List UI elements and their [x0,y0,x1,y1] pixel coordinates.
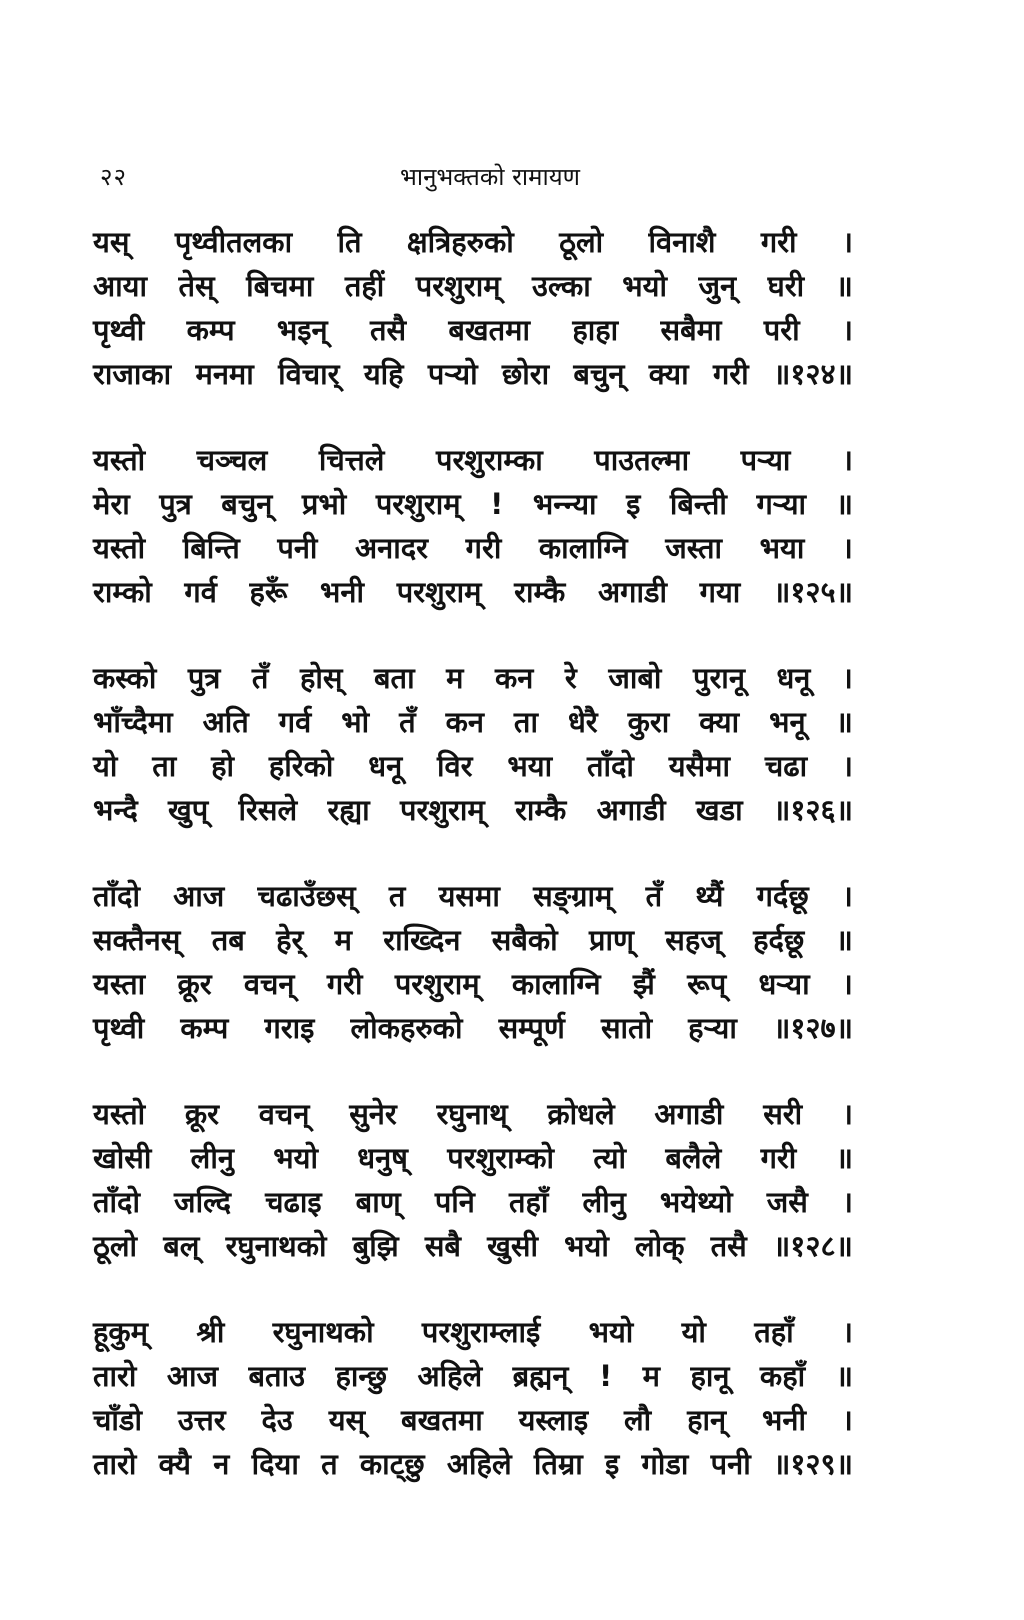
verse-line: ताँदो आज चढाउँछस् त यसमा सङ्ग्राम् तँ थ्यैं गर्दछू । [93,879,853,913]
verse-line: ताँदो जल्दि चढाइ बाण् पनि तहाँ लीनु भयेथ्यो जसै । [93,1185,853,1219]
running-title: भानुभक्तको रामायण [400,163,580,191]
page-header [100,160,880,200]
stanza [93,440,853,616]
verse-line: हूकुम् श्री रघुनाथको परशुराम्लाई भयो यो तहाँ । [93,1315,853,1349]
verse-line: सक्तैनस् तब हेर् म राख्दिन सबैको प्राण् सहज् हर्दछू ॥ [93,923,853,957]
verse-line: यस्तो बिन्ति पनी अनादर गरी कालाग्नि जस्ता भया । [93,531,853,565]
page-number: २२ [100,163,127,191]
verse-block [93,222,853,1530]
verse-line: भन्दै खुप् रिसले रह्या परशुराम् राम्कै अगाडी खडा ॥१२६॥ [93,793,853,827]
verse-line: मेरा पुत्र बचुन् प्रभो परशुराम् ! भन्न्या इ बिन्ती गऱ्या ॥ [93,487,853,521]
verse-line: भाँच्दैमा अति गर्व भो तँ कन ता धेरै कुरा क्या भनू ॥ [93,705,853,739]
verse-line: यस्तो चञ्चल चित्तले परशुराम्का पाउतल्मा पऱ्या । [93,443,853,477]
verse-line: यो ता हो हरिको धनू विर भया ताँदो यसैमा चढा । [93,749,853,783]
stanza [93,222,853,398]
verse-line: कस्को पुत्र तँ होस् बता म कन रे जाबो पुरानू धनू । [93,661,853,695]
verse-line: तारो आज बताउ हान्छु अहिले ब्रह्मन् ! म हानू कहाँ ॥ [93,1359,853,1393]
verse-line: खोसी लीनु भयो धनुष् परशुराम्को त्यो बलैले गरी ॥ [93,1141,853,1175]
verse-line: यस्तो क्रूर वचन् सुनेर रघुनाथ् क्रोधले अगाडी सरी । [93,1097,853,1131]
verse-line: राम्को गर्व हरूँ भनी परशुराम् राम्कै अगाडी गया ॥१२५॥ [93,575,853,609]
stanza [93,1094,853,1270]
verse-line: तारो क्यै न दिया त काट्छु अहिले तिम्रा इ गोडा पनी ॥१२९॥ [93,1447,853,1481]
verse-line: यस्ता क्रूर वचन् गरी परशुराम् कालाग्नि झैं रूप् धऱ्या । [93,967,853,1001]
verse-line: यस् पृथ्वीतलका ति क्षत्रिहरुको ठूलो विनाशै गरी । [93,225,853,259]
verse-line: राजाका मनमा विचार् यहि पऱ्यो छोरा बचुन् क्या गरी ॥१२४॥ [93,357,853,391]
stanza [93,1312,853,1488]
stanza [93,658,853,834]
stanza [93,876,853,1052]
verse-line: पृथ्वी कम्प भइन् तसै बखतमा हाहा सबैमा परी । [93,313,853,347]
verse-line: आया तेस् बिचमा तहीं परशुराम् उल्का भयो जुन् घरी ॥ [93,269,853,303]
verse-line: चाँडो उत्तर देउ यस् बखतमा यस्लाइ लौ हान् भनी । [93,1403,853,1437]
verse-line: ठूलो बल् रघुनाथको बुझि सबै खुसी भयो लोक् तसै ॥१२८॥ [93,1229,853,1263]
verse-line: पृथ्वी कम्प गराइ लोकहरुको सम्पूर्ण सातो हऱ्या ॥१२७॥ [93,1011,853,1045]
